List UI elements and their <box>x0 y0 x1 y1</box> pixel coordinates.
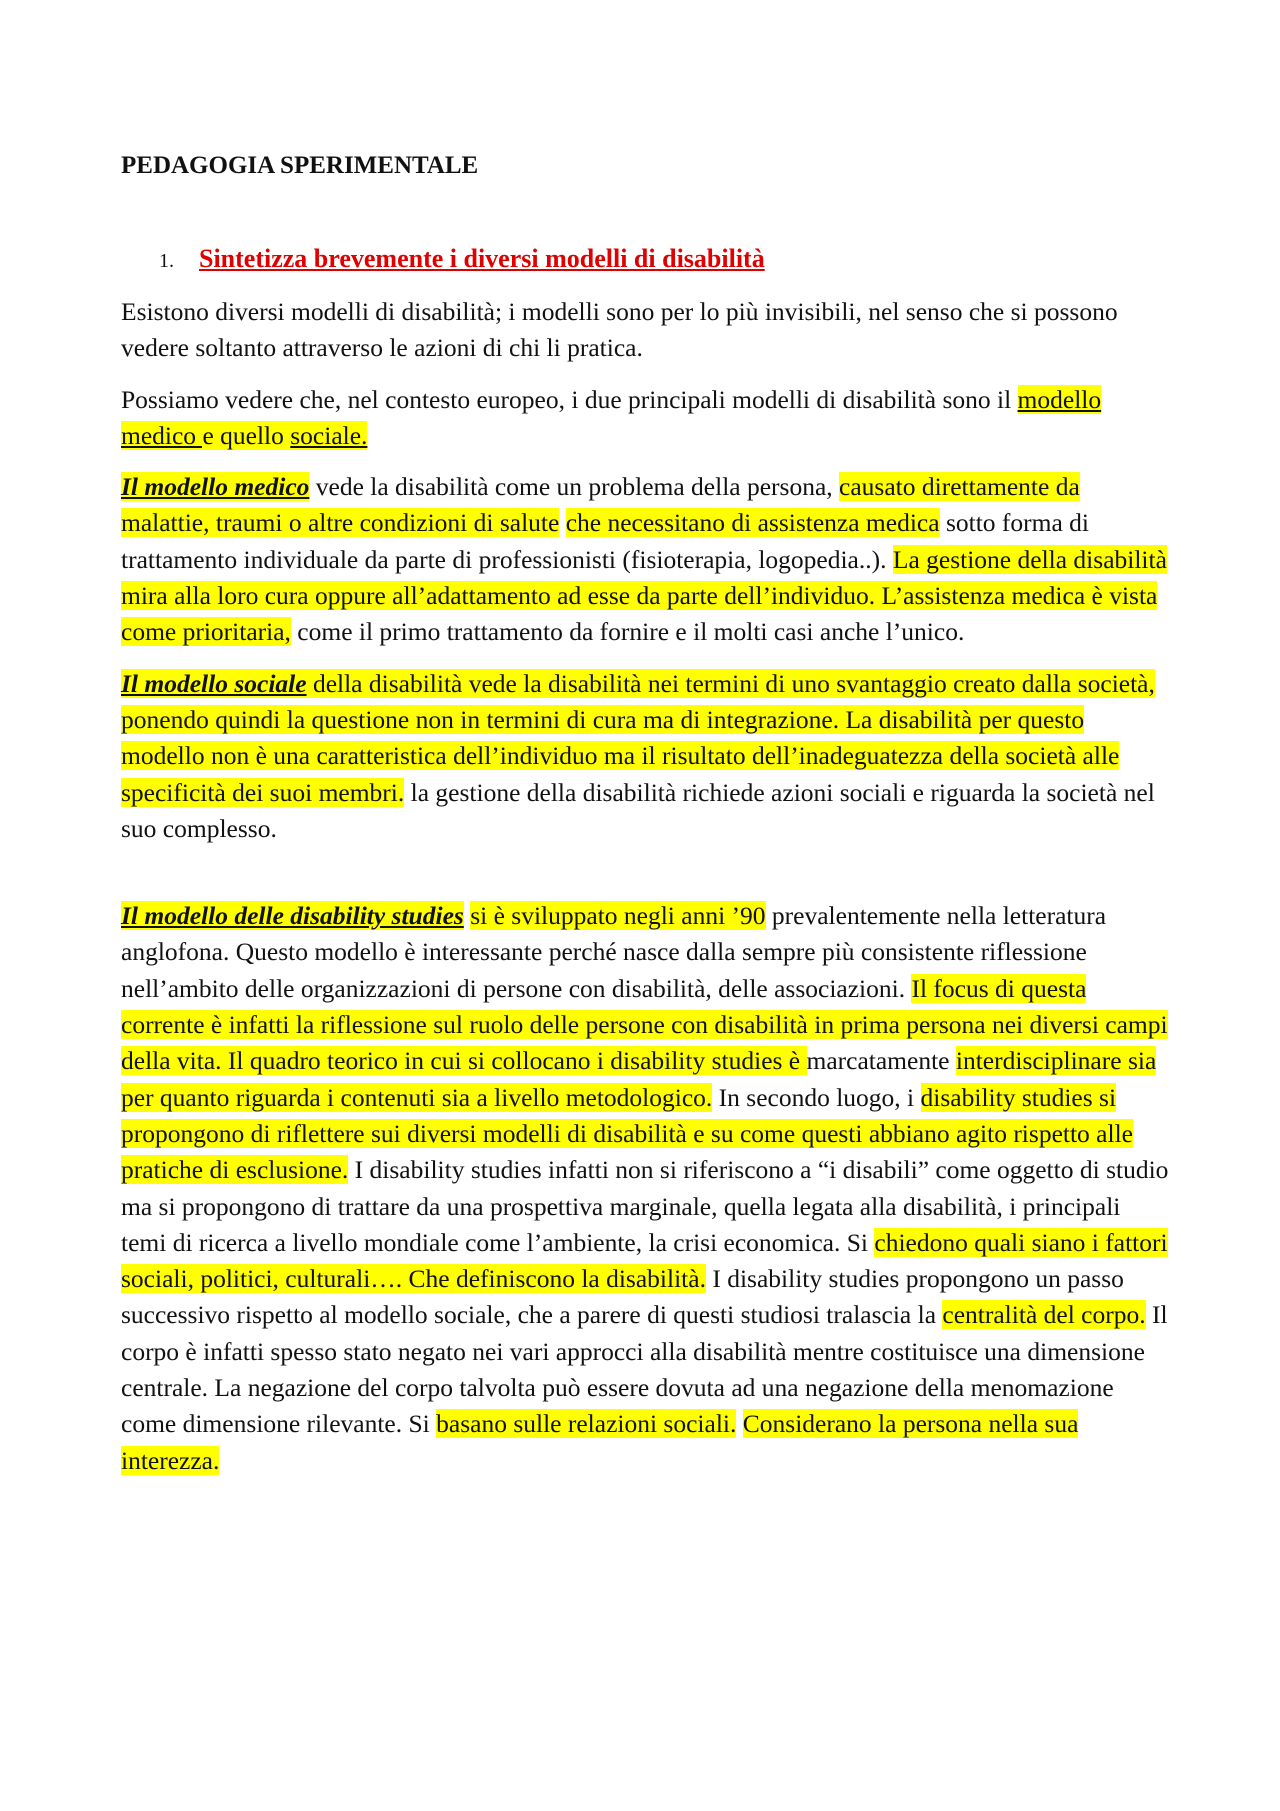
text-run: Il modello medico <box>121 472 310 502</box>
document-title: PEDAGOGIA SPERIMENTALE <box>121 152 479 179</box>
text-run: chiedono quali siano i fattori sociali, politici, culturali…. Che definiscono la disabilità. <box>121 1227 1168 1294</box>
text-run <box>559 508 565 537</box>
text-run: La gestione della disabilità mira alla loro cura oppure all’adattamento ad esse da parte dell’individuo. L’assistenza medica è vista come prioritaria, <box>121 544 1167 647</box>
list-number: 1. <box>159 250 174 272</box>
text-run: della disabilità vede la disabilità nei termini di uno svantaggio creato dalla società, ponendo quindi la questione non in termini di cura ma di integrazione. La disabilità per questo modello non è una caratteristica dell’individuo ma il risultato dell’inadeguatezza della società alle specificità dei suoi membri. <box>121 668 1155 807</box>
text-run: Possiamo vedere che, nel contesto europeo, i due principali modelli di disabilità sono il <box>121 384 1018 414</box>
paragraph-medical-model <box>121 469 1171 650</box>
question-text: Sintetizza brevemente i diversi modelli di disabilità <box>199 244 765 273</box>
text-run: Il corpo è infatti spesso stato negato nei vari approcci alla disabilità mentre costituisce una dimensione centrale. La negazione del corpo talvolta può essere dovuta ad una negazione della menomazione come dimensione rilevante. Si <box>121 1300 1168 1439</box>
text-run: modello medico <box>121 384 1102 450</box>
text-run: come il primo trattamento da fornire e il molti casi anche l’unico. <box>290 617 965 647</box>
text-run: centralità del corpo. <box>942 1300 1146 1330</box>
text-run: Il focus di questa corrente è infatti la riflessione sul ruolo delle persone con disabilità in prima persona nei diversi campi della vita. Il quadro teorico in cui si collocano i disability studies è <box>121 973 1168 1076</box>
text-run: interdisciplinare sia per quanto riguarda i contenuti sia a livello metodologico. <box>121 1046 1157 1112</box>
text-run: che necessitano di assistenza medica <box>565 508 940 538</box>
question-heading <box>121 241 1171 279</box>
text-run: causato direttamente da malattie, traumi o altre condizioni di salute <box>121 472 1080 538</box>
text-run: Considerano la persona nella sua interezza. <box>121 1409 1079 1475</box>
text-run: vede la disabilità come un problema della persona, <box>309 472 840 502</box>
text-run: marcatamente <box>806 1046 956 1076</box>
text-run: I disability studies propongono un passo successivo rispetto al modello sociale, che a parere di questi studiosi tralascia la <box>121 1264 1124 1330</box>
text-run: sotto forma di trattamento individuale da parte di professionisti (fisioterapia, logopedia..). <box>121 508 1090 574</box>
text-run: la gestione della disabilità richiede azioni sociali e riguarda la società nel suo complesso. <box>121 777 1155 843</box>
text-run: disability studies si propongono di riflettere sui diversi modelli di disabilità e su come questi abbiano agito rispetto alle pratiche di esclusione. <box>121 1082 1133 1185</box>
text-run: Esistono diversi modelli di disabilità; i modelli sono per lo più invisibili, nel senso che si possono vedere soltanto attraverso le azioni di chi li pratica. <box>121 297 1118 363</box>
paragraph-intro <box>121 294 1171 367</box>
paragraph-two-models <box>121 382 1171 455</box>
text-run <box>736 1409 742 1438</box>
text-run: Il modello sociale <box>121 668 307 698</box>
text-run: I disability studies infatti non si riferiscono a “i disabili” come oggetto di studio ma si propongono di trattare da una prospettiva marginale, quella legata alla disabilità, i principali temi di ricerca a livello mondiale come l’ambiente, la crisi economica. Si <box>121 1155 1169 1257</box>
text-run: e quello <box>202 420 291 450</box>
paragraph-social-model <box>121 666 1171 847</box>
text-run: si è sviluppato negli anni ’90 <box>470 901 766 931</box>
text-run: Il modello delle disability studies <box>121 901 464 931</box>
text-run: basano sulle relazioni sociali. <box>436 1409 737 1439</box>
text-run: prevalentemente nella letteratura anglofona. Questo modello è interessante perché nasce dalla sempre più consistente riflessione nell’ambito delle organizzazioni di persone con disabilità, delle associazioni. <box>121 901 1107 1003</box>
text-run: sociale. <box>290 420 368 450</box>
text-run: In secondo luogo, i <box>712 1082 921 1112</box>
paragraph-disability-studies <box>121 898 1171 1479</box>
document-body <box>121 148 1171 1479</box>
